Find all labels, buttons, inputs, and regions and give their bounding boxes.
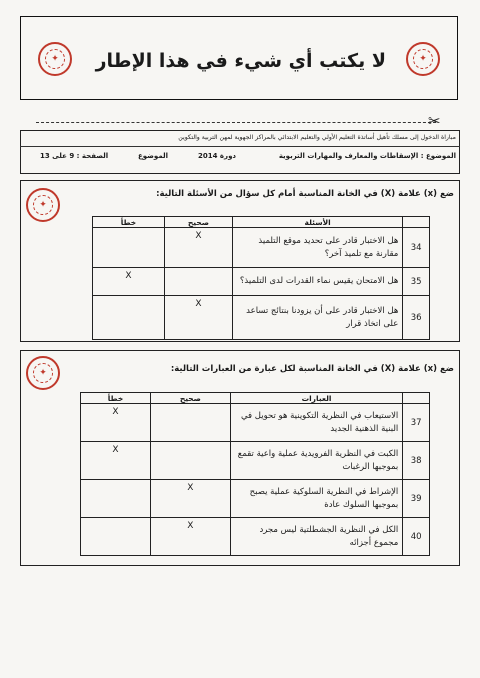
round-stamp-icon: ✦ xyxy=(26,188,60,222)
table-row xyxy=(81,442,430,480)
correct-checkbox[interactable] xyxy=(164,268,232,296)
statement-number: 37 xyxy=(403,404,430,442)
statements-table xyxy=(80,392,430,556)
round-stamp-icon: ✦ xyxy=(38,42,72,76)
column-header-correct: صحيح xyxy=(164,217,232,228)
correct-checkbox[interactable]: X xyxy=(150,518,230,556)
correct-checkbox[interactable] xyxy=(150,404,230,442)
column-header-item: العبارات xyxy=(230,393,403,404)
questions-table xyxy=(92,216,430,340)
question-text: هل الاختبار قادر على تحديد موقع التلميذ مقارنة مع تلميذ آخر؟ xyxy=(232,228,402,268)
wrong-checkbox[interactable] xyxy=(81,518,151,556)
question-text: هل الاختبار قادر على أن يزودنا بنتائج تساعد على اتخاذ قرار xyxy=(232,296,402,340)
question-number: 34 xyxy=(403,228,430,268)
statement-text: الاستيعاب في النظرية التكوينية هو تحويل في البنية الذهنية الجديد xyxy=(230,404,403,442)
table-row xyxy=(93,268,430,296)
table-row xyxy=(81,518,430,556)
correct-checkbox[interactable]: X xyxy=(164,296,232,340)
correct-checkbox[interactable]: X xyxy=(150,480,230,518)
table-row xyxy=(93,228,430,268)
wrong-checkbox[interactable]: X xyxy=(93,268,165,296)
section-instruction: ضع (x) علامة (X) في الخانة المناسبة لكل عبارة من العبارات التالية: xyxy=(170,364,454,374)
section-instruction: ضع (x) علامة (X) في الخانة المناسبة أمام كل سؤال من الأسئلة التالية: xyxy=(156,189,454,199)
page-number: الصفحة : 9 على 13 xyxy=(40,152,109,160)
wrong-checkbox[interactable]: X xyxy=(81,442,151,480)
divider xyxy=(20,146,460,147)
round-stamp-icon: ✦ xyxy=(26,356,60,390)
statement-number: 40 xyxy=(403,518,430,556)
table-row xyxy=(81,404,430,442)
question-number: 35 xyxy=(403,268,430,296)
round-stamp-icon: ✦ xyxy=(406,42,440,76)
scissors-icon: ✂ xyxy=(428,112,441,130)
exam-session: دورة 2014 xyxy=(198,152,237,160)
statement-text: الإشراط في النظرية السلوكية عملية يصبح بموجبها السلوك عادة xyxy=(230,480,403,518)
correct-checkbox[interactable] xyxy=(150,442,230,480)
header-title: لا يكتب أي شيء في هذا الإطار xyxy=(95,50,386,72)
wrong-checkbox[interactable] xyxy=(93,228,165,268)
exam-subject: الموضوع : الإسقاطات والمعارف والمهارات التربوية xyxy=(278,152,456,160)
column-header-item: الأسئلة xyxy=(232,217,402,228)
wrong-checkbox[interactable] xyxy=(93,296,165,340)
table-row xyxy=(81,480,430,518)
question-number: 36 xyxy=(403,296,430,340)
table-row xyxy=(93,296,430,340)
column-header-wrong: خطأ xyxy=(81,393,151,404)
column-header-correct: صحيح xyxy=(150,393,230,404)
exam-info-title: مباراة الدخول إلى مسلك تأهيل أساتذة التعليم الأولي والتعليم الابتدائي بالمراكز الجهوية لمهن التربية والتكوين xyxy=(178,134,456,141)
statement-number: 39 xyxy=(403,480,430,518)
statement-text: الكبت في النظرية الفرويدية عملية واعية تقمع بموجبها الرغبات xyxy=(230,442,403,480)
subject-label: الموضوع xyxy=(138,152,169,160)
wrong-checkbox[interactable] xyxy=(81,480,151,518)
question-text: هل الامتحان يقيس نماء القدرات لدى التلميذ؟ xyxy=(232,268,402,296)
statement-number: 38 xyxy=(403,442,430,480)
column-header-wrong: خطأ xyxy=(93,217,165,228)
table-header-row xyxy=(81,393,430,404)
wrong-checkbox[interactable]: X xyxy=(81,404,151,442)
correct-checkbox[interactable]: X xyxy=(164,228,232,268)
statement-text: الكل في النظرية الجشطلتية ليس مجرد مجموع أجزائه xyxy=(230,518,403,556)
table-header-row xyxy=(93,217,430,228)
cut-line xyxy=(36,122,436,123)
